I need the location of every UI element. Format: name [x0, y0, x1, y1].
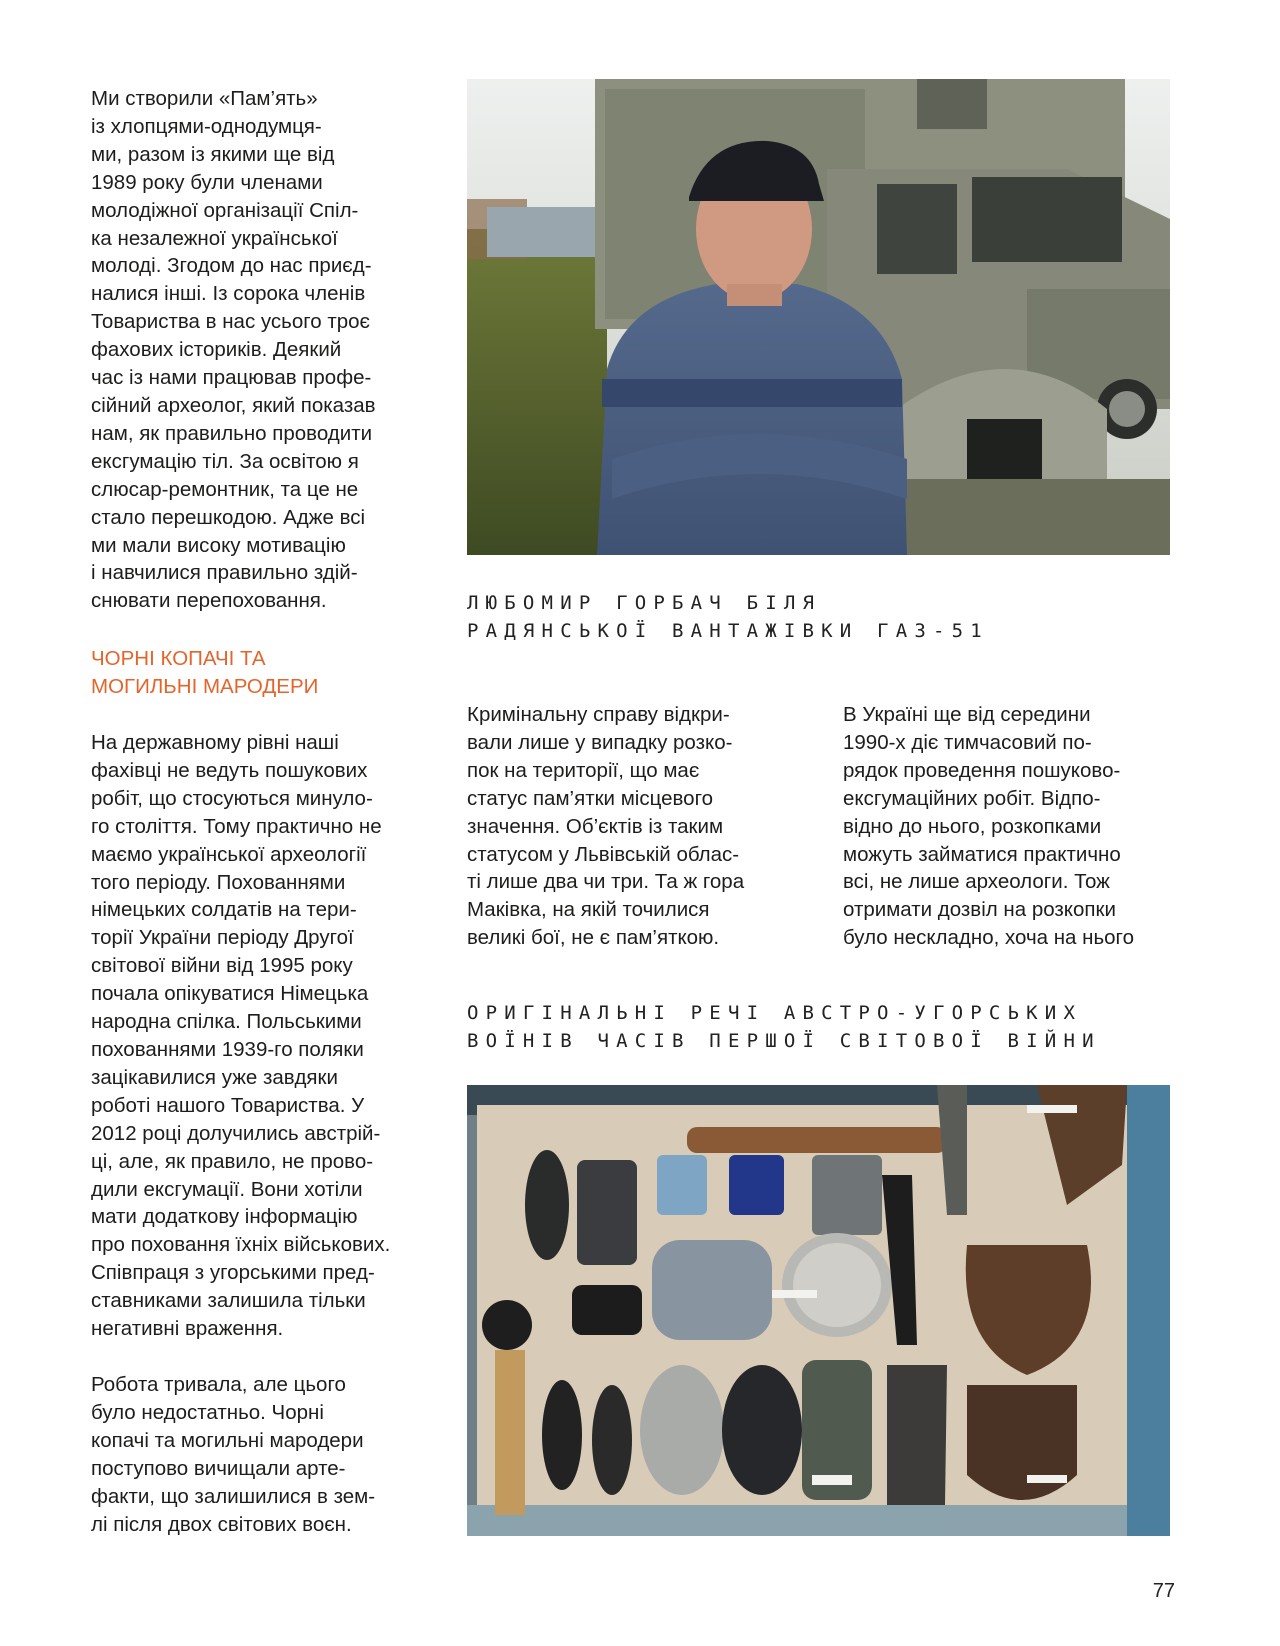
- column1-paragraph1: Ми створили «Пам’ять» із хлопцями-однодумця- ми, разом із якими ще від 1989 року були членами молодіжної організації Спіл- ка незалежної української молоді. Згодом до нас приєд- налися інші. Із сорока членів Товариства в нас усього троє фахових істориків. Деякий час із нами працював профе- сійний археолог, який показав нам, як правильно проводити ексгумацію тіл. За освітою я слюсар-ремонтник, та це не стало перешкодою. Адже всі ми мали високу мотивацію і навчилися правильно здій- снювати перепоховання.: [91, 87, 376, 613]
- column3-paragraph: В Україні ще від середини 1990-х діє тимчасовий по- рядок проведення пошуково- ексгумаційних робіт. Відпо- відно до нього, розкопками можуть займатися практично всі, не лише археологи. Тож отримати дозвіл на розкопки було нескладно, хоча на нього: [843, 703, 1134, 950]
- portrait-photo: [467, 79, 1170, 555]
- section-heading: ЧОРНІ КОПАЧІ ТА МОГИЛЬНІ МАРОДЕРИ: [91, 647, 319, 698]
- artifacts-photo: [467, 1085, 1170, 1536]
- portrait-caption: ЛЮБОМИР ГОРБАЧ БІЛЯ РАДЯНСЬКОЇ ВАНТАЖІВКИ ГАЗ-51: [467, 592, 989, 642]
- column2-paragraph: Кримінальну справу відкри- вали лише у випадку розко- пок на території, що має статус пам’ятки місцевого значення. Об’єктів із таким статусом у Львівській облас- ті лише два чи три. Та ж гора Маківка, на якій точилися великі бої, не є пам’яткою.: [467, 703, 745, 950]
- column1-paragraph3: Робота тривала, але цього було недостатньо. Чорні копачі та могильні мародери поступово вичищали арте- факти, що залишилися в зем- лі після двох світових воєн.: [91, 1373, 376, 1536]
- page-number: 77: [1152, 1580, 1175, 1602]
- column1-paragraph2: На державному рівні наші фахівці не ведуть пошукових робіт, що стосуються минуло- го століття. Тому практично не маємо української археології того періоду. Похованнями німецьких солдатів на тери- торії України періоду Другої світової війни від 1995 року почала опікуватися Німецька народна спілка. Польськими похованнями 1939-го поляки зацікавилися уже завдяки роботі нашого Товариства. У 2012 році долучились австрій- ці, але, як правило, не прово- дили ексгумації. Вони хотіли мати додаткову інформацію про поховання їхніх військових. Співпраця з угорськими пред- ставниками залишила тільки негативні враження.: [91, 731, 391, 1341]
- artifacts-caption: ОРИГІНАЛЬНІ РЕЧІ АВСТРО-УГОРСЬКИХ ВОЇНІВ ЧАСІВ ПЕРШОЇ СВІТОВОЇ ВІЙНИ: [467, 1002, 1101, 1052]
